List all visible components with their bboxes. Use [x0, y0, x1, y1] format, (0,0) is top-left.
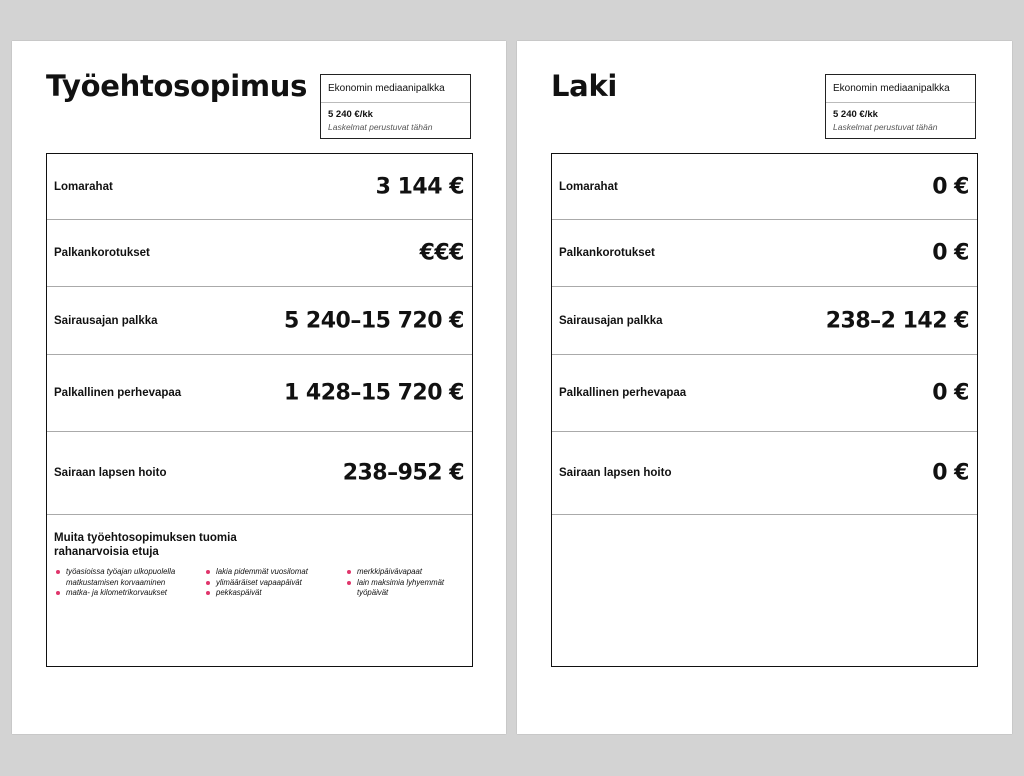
list-item: matka- ja kilometrikorvaukset	[54, 588, 194, 599]
row-value: 5 240–15 720 €	[283, 308, 464, 333]
median-salary-note: Laskelmat perustuvat tähän	[328, 122, 433, 132]
page-laki	[517, 41, 1012, 734]
bullet-icon	[206, 570, 210, 574]
table-row	[47, 154, 472, 220]
list-item: pekkaspäivät	[204, 588, 329, 599]
table-row	[47, 355, 472, 432]
bullet-icon	[347, 570, 351, 574]
table-row	[47, 220, 472, 287]
list-item: työasioissa työajan ulkopuolella matkustamisen korvaaminen	[54, 567, 194, 588]
list-item: lakia pidemmät vuosilomat	[204, 567, 329, 578]
row-value: 3 144 €	[375, 174, 464, 199]
table-row	[552, 287, 977, 355]
median-salary-box	[825, 74, 976, 139]
bullet-icon	[206, 581, 210, 585]
benefits-table	[46, 153, 473, 667]
median-salary-heading: Ekonomin mediaanipalkka	[826, 75, 975, 103]
page-title: Työehtosopimus	[46, 69, 308, 103]
bullet-icon	[347, 581, 351, 585]
benefits-list	[54, 567, 194, 599]
list-item: lain maksimia lyhyemmät työpäivät	[345, 578, 465, 599]
list-item: merkkipäivävapaat	[345, 567, 465, 578]
row-value: €€€	[419, 240, 464, 266]
row-value: 0 €	[932, 460, 969, 486]
table-row	[47, 287, 472, 355]
row-value: 0 €	[932, 380, 969, 406]
table-row	[552, 355, 977, 432]
row-label: Sairaan lapsen hoito	[559, 467, 672, 479]
benefits-table	[551, 153, 978, 667]
median-salary-value: 5 240 €/kk	[833, 109, 878, 120]
row-value: 238–2 142 €	[825, 308, 969, 333]
table-row	[47, 432, 472, 515]
row-label: Palkallinen perhevapaa	[559, 387, 687, 399]
page-tes	[12, 41, 506, 734]
table-row	[552, 220, 977, 287]
table-row	[552, 432, 977, 515]
row-label: Lomarahat	[54, 180, 113, 193]
table-row	[552, 154, 977, 220]
row-value: 238–952 €	[342, 460, 464, 486]
list-item: ylimääräiset vapaapäivät	[204, 578, 329, 589]
bullet-icon	[206, 591, 210, 595]
median-salary-note: Laskelmat perustuvat tähän	[833, 122, 938, 132]
median-salary-value: 5 240 €/kk	[328, 109, 373, 120]
median-salary-heading: Ekonomin mediaanipalkka	[321, 75, 470, 103]
row-label: Sairaan lapsen hoito	[54, 467, 167, 479]
other-benefits-heading: Muita työehtosopimuksen tuomia rahanarvoisia etuja	[54, 532, 237, 558]
row-label: Palkankorotukset	[54, 247, 150, 259]
row-label: Lomarahat	[559, 180, 618, 193]
page-title: Laki	[551, 69, 618, 103]
benefits-list	[345, 567, 465, 599]
row-value: 1 428–15 720 €	[283, 380, 464, 406]
row-value: 0 €	[932, 174, 969, 199]
row-label: Sairausajan palkka	[559, 314, 663, 327]
median-salary-box	[320, 74, 471, 139]
bullet-icon	[56, 570, 60, 574]
benefits-list	[204, 567, 329, 599]
row-value: 0 €	[932, 240, 969, 266]
row-label: Palkankorotukset	[559, 247, 655, 259]
row-label: Palkallinen perhevapaa	[54, 387, 182, 399]
row-label: Sairausajan palkka	[54, 314, 158, 327]
bullet-icon	[56, 591, 60, 595]
